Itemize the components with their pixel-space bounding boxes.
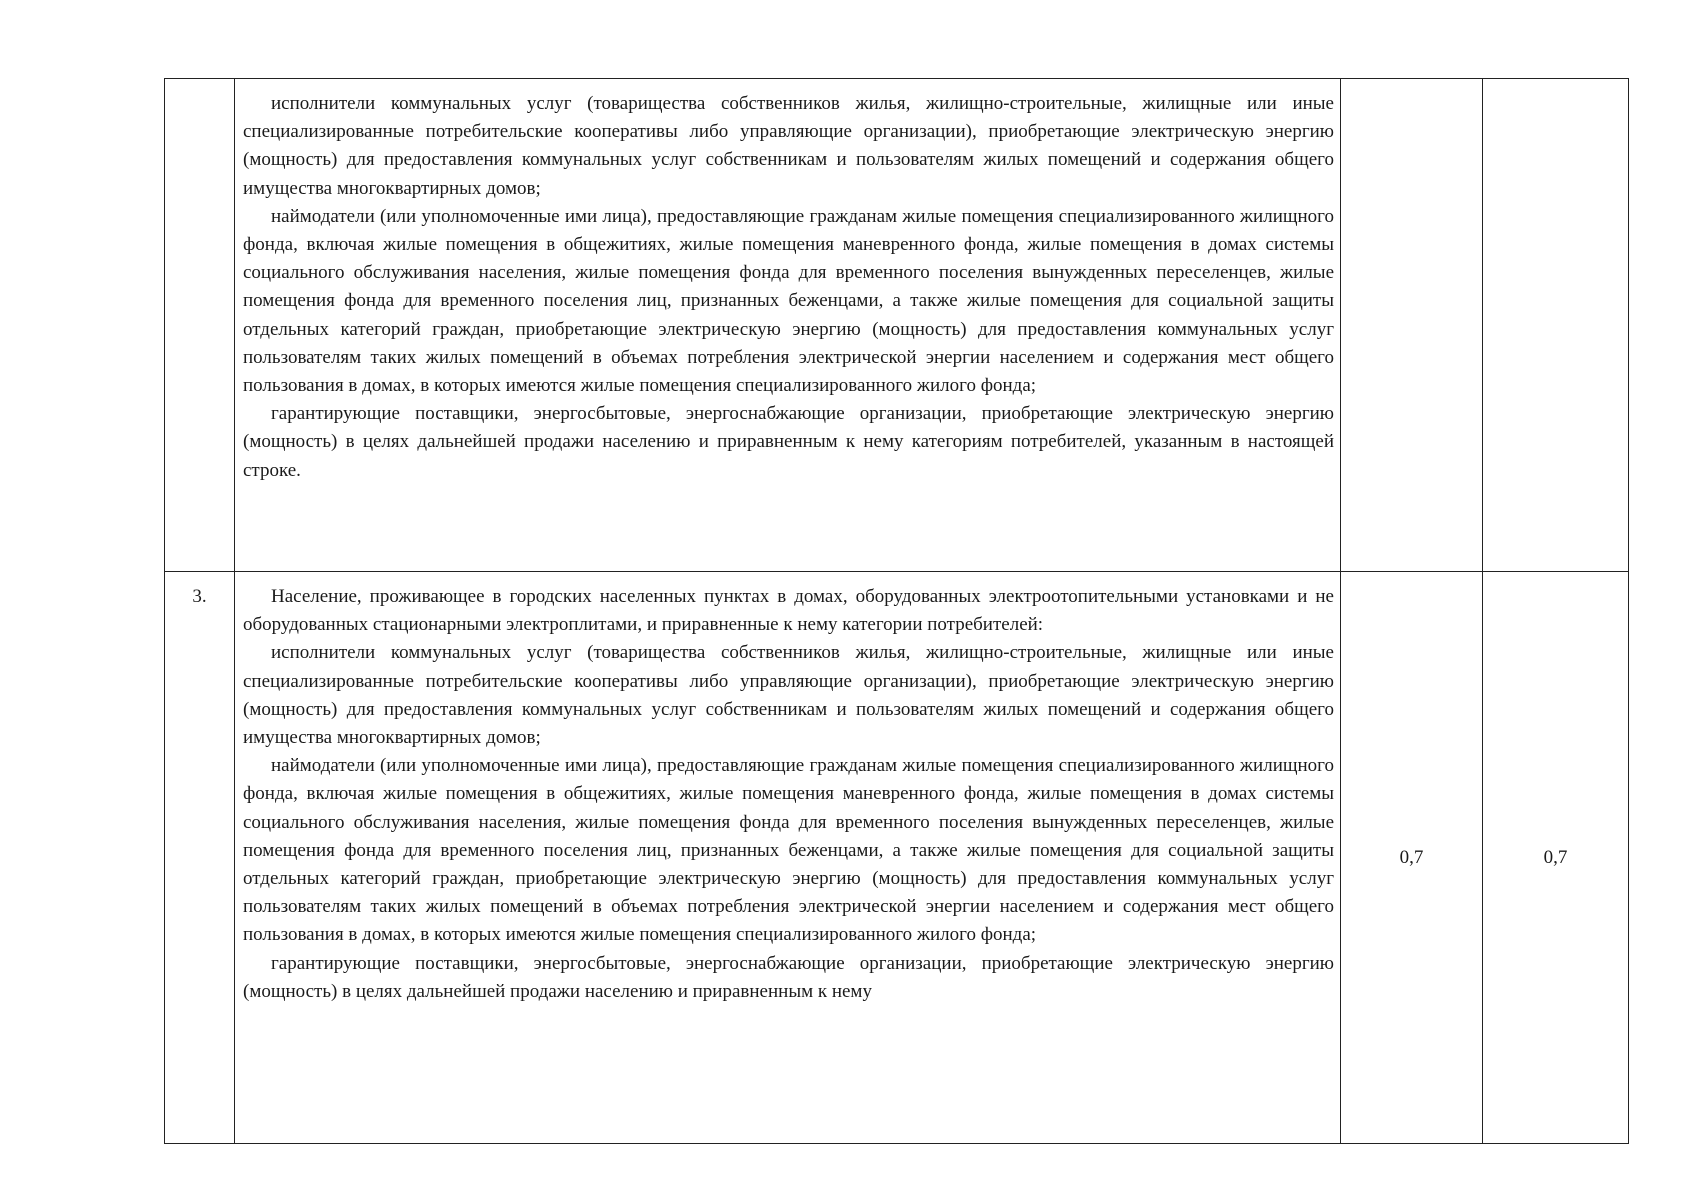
value-cell-1: 0,7 bbox=[1341, 572, 1483, 1144]
paragraph: наймодатели (или уполномоченные ими лица), предоставляющие гражданам жилые помещения специализированного жилищного фонда, включая жилые помещения в общежитиях, жилые помещения маневренного фонда, жилые помещения в домах системы социального обслуживания населения, жилые помещения фонда для временного поселения вынужденных переселенцев, жилые помещения фонда для временного поселения лиц, признанных беженцами, а также жилые помещения для социальной защиты отдельных категорий граждан, приобретающие электрическую энергию (мощность) для предоставления коммунальных услуг пользователям таких жилых помещений в объемах потребления электрической энергии населением и содержания мест общего пользования в домах, в которых имеются жилые помещения специализированного жилого фонда; bbox=[243, 205, 1334, 397]
row-number-cell: 3. bbox=[165, 572, 235, 1144]
paragraph: исполнители коммунальных услуг (товарищества собственников жилья, жилищно-строительные, жилищные или иные специализированные потребительские кооперативы либо управляющие организации), приобретающие электрическую энергию (мощность) для предоставления коммунальных услуг собственникам и пользователям жилых помещений и содержания общего имущества многоквартирных домов; bbox=[243, 93, 1334, 199]
table-row bbox=[165, 79, 1629, 572]
tariff-table bbox=[164, 78, 1629, 1144]
value-cell-2 bbox=[1483, 79, 1629, 572]
paragraph: гарантирующие поставщики, энергосбытовые, энергоснабжающие организации, приобретающие электрическую энергию (мощность) в целях дальнейшей продажи населению и приравненным к нему категориям потребителей, указанным в настоящей строке. bbox=[243, 403, 1334, 481]
paragraph: исполнители коммунальных услуг (товарищества собственников жилья, жилищно-строительные, жилищные или иные специализированные потребительские кооперативы либо управляющие организации), приобретающие электрическую энергию (мощность) для предоставления коммунальных услуг собственникам и пользователям жилых помещений и содержания общего имущества многоквартирных домов; bbox=[243, 642, 1334, 749]
row-description-cell bbox=[235, 79, 1341, 572]
row-description-cell bbox=[235, 572, 1341, 1144]
value-cell-1 bbox=[1341, 79, 1483, 572]
value-cell-2: 0,7 bbox=[1483, 572, 1629, 1144]
paragraph: наймодатели (или уполномоченные ими лица), предоставляющие гражданам жилые помещения специализированного жилищного фонда, включая жилые помещения в общежитиях, жилые помещения маневренного фонда, жилые помещения в домах системы социального обслуживания населения, жилые помещения фонда для временного поселения вынужденных переселенцев, жилые помещения фонда для временного поселения лиц, признанных беженцами, а также жилые помещения для социальной защиты отдельных категорий граждан, приобретающие электрическую энергию (мощность) для предоставления коммунальных услуг пользователям таких жилых помещений в объемах потребления электрической энергии населением и содержания мест общего пользования в домах, в которых имеются жилые помещения специализированного жилого фонда; bbox=[243, 755, 1334, 946]
paragraph: гарантирующие поставщики, энергосбытовые, энергоснабжающие организации, приобретающие электрическую энергию (мощность) в целях дальнейшей продажи населению и приравненным к нему bbox=[243, 952, 1334, 1002]
cell-content bbox=[243, 583, 1334, 1123]
table-row bbox=[165, 572, 1629, 1144]
paragraph: Население, проживающее в городских населенных пунктах в домах, оборудованных электроотопительными установками и не оборудованных стационарными электроплитами, и приравненные к нему категории потребителей: bbox=[243, 586, 1334, 636]
row-number-cell bbox=[165, 79, 235, 572]
